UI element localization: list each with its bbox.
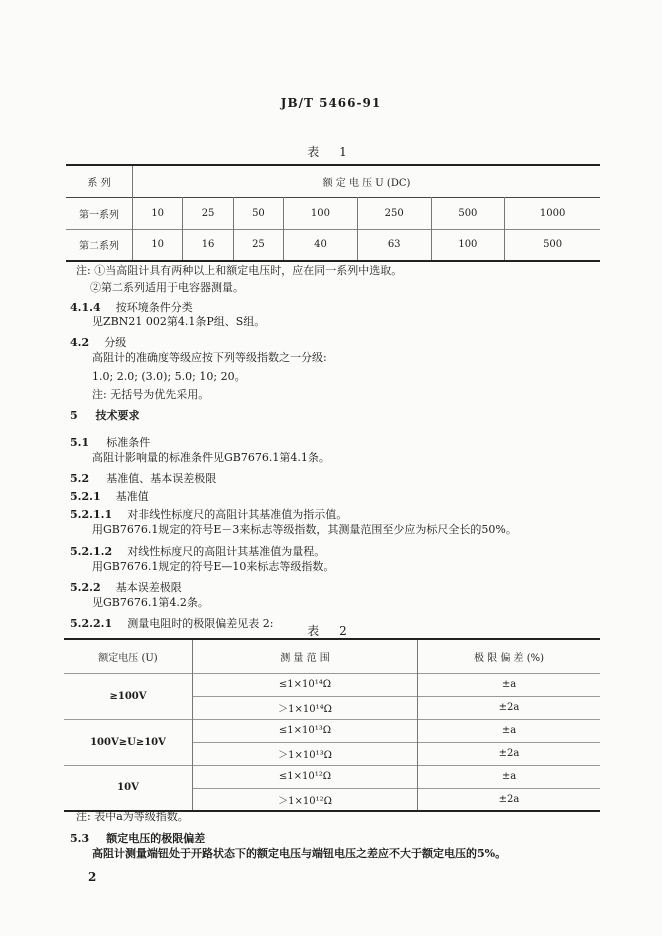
deviation-cell: ±2a	[418, 742, 601, 765]
section-5-2-2-heading	[70, 576, 182, 595]
section-4-2-text: 高阻计的准确度等级应按下列等级指数之一分级:	[92, 351, 327, 364]
section-5-2-1-2	[70, 540, 325, 559]
deviation-cell: ±2a	[418, 788, 601, 811]
table-cell: 25	[233, 229, 283, 261]
row-label: 第一系列	[79, 209, 119, 221]
section-number: 5.1	[70, 436, 90, 449]
table-row	[64, 719, 600, 742]
table2-head-range: 测 量 范 围	[193, 639, 418, 673]
table-row	[64, 673, 600, 696]
table2	[64, 638, 600, 812]
table1-head-label: 系 列	[87, 177, 111, 189]
section-title: 标准条件	[106, 436, 151, 449]
section-5-heading	[70, 407, 140, 423]
range-cell: ≤1×10¹⁴Ω	[193, 673, 418, 696]
voltage-cell: 10V	[64, 765, 193, 811]
table1	[66, 164, 600, 262]
section-5-3-text: 高阻计测量端钮处于开路状态下的额定电压与端钮电压之差应不大于额定电压的5%。	[92, 847, 507, 860]
table-row	[66, 197, 600, 229]
range-cell: ＞1×10¹²Ω	[193, 788, 418, 811]
document-header: JB/T 5466-91	[280, 96, 382, 110]
table2-note: 注: 表中a为等级指数。	[76, 810, 189, 823]
section-5-1-heading	[70, 431, 150, 450]
range-cell: ＞1×10¹⁴Ω	[193, 696, 418, 719]
section-number: 5	[70, 409, 78, 422]
section-title: 基准值	[115, 490, 149, 503]
section-number: 5.2.2.1	[70, 617, 113, 630]
table-cell: 1000	[505, 197, 600, 229]
table-cell: 10	[133, 197, 183, 229]
section-4-2-note: 注: 无括号为优先采用。	[92, 388, 210, 401]
page-number: 2	[88, 870, 97, 884]
section-number: 5.2	[70, 472, 90, 485]
table-cell: 500	[431, 197, 505, 229]
table-cell: 16	[183, 229, 233, 261]
table1-header-row	[66, 165, 600, 197]
table-cell: 63	[357, 229, 431, 261]
table-cell: 50	[233, 197, 283, 229]
row-label: 第二系列	[79, 241, 119, 253]
grade-list: 1.0; 2.0; (3.0); 5.0; 10; 20。	[92, 370, 246, 383]
section-5-2-1-1-text2: 用GB7676.1规定的符号E－3来标志等级指数，其测量范围至少应为标尺全长的50%。	[92, 523, 517, 536]
table-cell: 100	[284, 197, 358, 229]
deviation-cell: ±a	[418, 765, 601, 788]
table-row	[64, 765, 600, 788]
section-text: 测量电阻时的极限偏差见表 2:	[127, 617, 274, 630]
table-cell: 100	[431, 229, 505, 261]
section-number: 5.2.1.2	[70, 545, 113, 558]
section-number: 5.2.1.1	[70, 508, 113, 521]
section-title: 分级	[104, 336, 127, 349]
section-5-3-heading	[70, 827, 205, 846]
section-title: 额定电压的极限偏差	[106, 832, 206, 845]
section-title: 基本误差极限	[115, 581, 182, 594]
voltage-cell: 100V≥U≥10V	[64, 719, 193, 765]
table1-caption: 表 1	[307, 145, 355, 159]
section-number: 5.2.1	[70, 490, 101, 503]
table-row	[66, 229, 600, 261]
section-title: 技术要求	[95, 409, 140, 422]
section-5-2-2-text: 见GB7676.1第4.2条。	[92, 596, 209, 609]
deviation-cell: ±a	[418, 673, 601, 696]
voltage-cell: ≥100V	[64, 673, 193, 719]
table-cell: 10	[133, 229, 183, 261]
deviation-cell: ±a	[418, 719, 601, 742]
table2-head-deviation: 极 限 偏 差 (%)	[418, 639, 601, 673]
section-text: 对非线性标度尺的高阻计其基准值为指示值。	[127, 508, 348, 521]
table1-note-2: ②第二系列适用于电容器测量。	[90, 281, 244, 294]
section-5-1-text: 高阻计影响量的标准条件见GB7676.1第4.1条。	[92, 451, 330, 464]
section-5-2-heading	[70, 467, 216, 486]
section-5-2-1-heading	[70, 485, 149, 504]
section-number: 4.1.4	[70, 301, 101, 314]
deviation-cell: ±2a	[418, 696, 601, 719]
section-number: 4.2	[70, 336, 90, 349]
section-5-2-1-2-text2: 用GB7676.1规定的符号E—10来标志等级指数。	[92, 560, 335, 573]
range-cell: ＞1×10¹³Ω	[193, 742, 418, 765]
table-cell: 500	[505, 229, 600, 261]
table-cell: 25	[183, 197, 233, 229]
section-number: 5.3	[70, 832, 90, 845]
range-cell: ≤1×10¹²Ω	[193, 765, 418, 788]
table1-note-1: 注: ①当高阻计具有两种以上和额定电压时，应在同一系列中选取。	[76, 264, 403, 277]
table-cell: 250	[357, 197, 431, 229]
section-title: 按环境条件分类	[115, 301, 193, 314]
table2-caption: 表 2	[307, 624, 355, 638]
section-number: 5.2.2	[70, 581, 101, 594]
table1-head-value: 额 定 电 压 U (DC)	[133, 165, 601, 197]
table-cell: 40	[284, 229, 358, 261]
section-4-1-4-text: 见ZBN21 002第4.1条P组、S组。	[92, 315, 266, 328]
section-title: 基准值、基本误差极限	[106, 472, 217, 485]
section-5-2-1-1	[70, 503, 347, 522]
table2-head-voltage: 额定电压 (U)	[64, 639, 193, 673]
section-text: 对线性标度尺的高阻计其基准值为量程。	[127, 545, 326, 558]
table2-header-row	[64, 639, 600, 673]
range-cell: ≤1×10¹³Ω	[193, 719, 418, 742]
section-4-2-heading	[70, 331, 126, 350]
